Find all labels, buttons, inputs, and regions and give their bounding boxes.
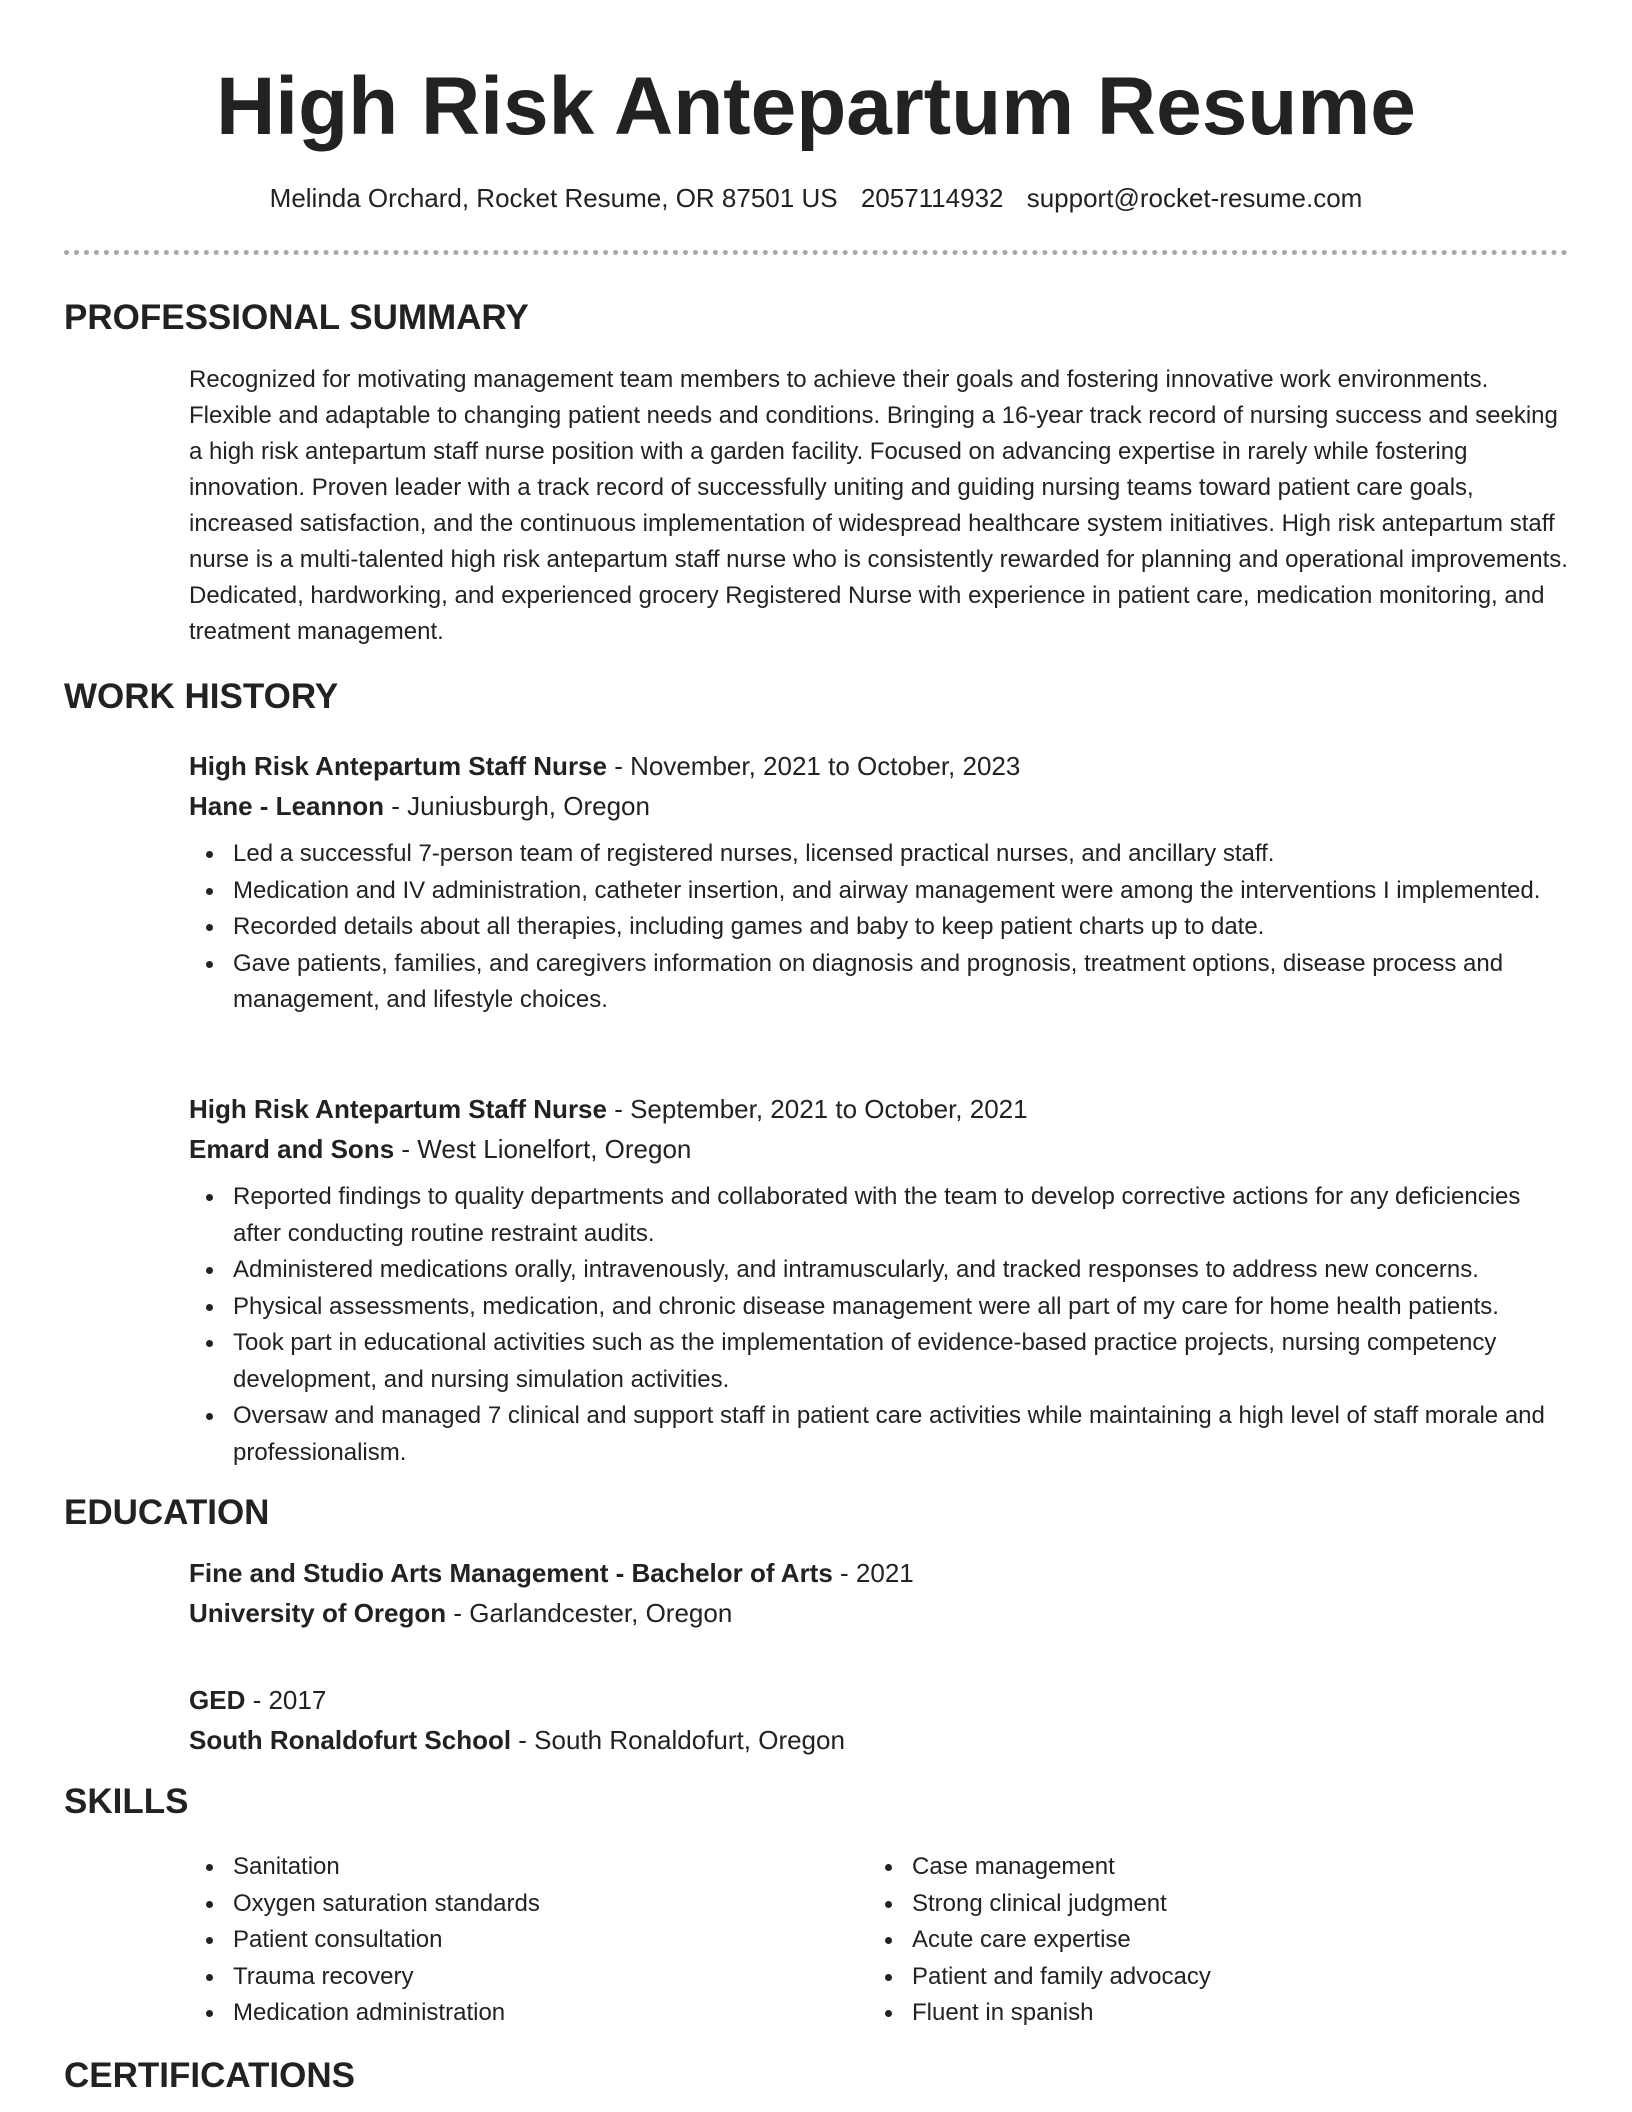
job-bullets — [189, 836, 1569, 1019]
education-entry-1 — [189, 1553, 1569, 1633]
job-entry-1 — [189, 746, 1569, 1019]
education-year: - 2017 — [245, 1685, 327, 1715]
list-item: Reported findings to quality departments and collaborated with the team to develop corrective actions for any deficiencies after conducting routine restraint audits. — [189, 1179, 1569, 1252]
education-school: South Ronaldofurt School — [189, 1725, 512, 1755]
education-school: University of Oregon — [189, 1598, 447, 1628]
list-item: Gave patients, families, and caregivers information on diagnosis and prognosis, treatment options, disease process and management, and lifestyle choices. — [189, 946, 1569, 1019]
skills-list-right — [868, 1849, 1508, 2032]
education-heading: EDUCATION — [64, 1493, 270, 1532]
job-title-line — [189, 1089, 1569, 1129]
list-item: Fluent in spanish — [868, 1995, 1508, 2032]
list-item: Case management — [868, 1849, 1508, 1886]
list-item: Administered medications orally, intravenously, and intramuscularly, and tracked responses to address new concerns. — [189, 1252, 1569, 1289]
job-company-line — [189, 1129, 1569, 1169]
skills-heading: SKILLS — [64, 1782, 189, 1821]
list-item: Took part in educational activities such as the implementation of evidence-based practice projects, nursing competency development, and nursing simulation activities. — [189, 1325, 1569, 1398]
education-school-line — [189, 1593, 1569, 1633]
list-item: Oxygen saturation standards — [189, 1886, 829, 1923]
certifications-heading: CERTIFICATIONS — [64, 2056, 356, 2095]
education-location: - South Ronaldofurt, Oregon — [511, 1725, 845, 1755]
contact-address: Melinda Orchard, Rocket Resume, OR 87501 US — [269, 183, 838, 213]
job-dates: - November, 2021 to October, 2023 — [606, 751, 1021, 781]
resume-title: High Risk Antepartum Resume — [216, 61, 1416, 152]
education-school-line — [189, 1720, 1569, 1760]
list-item: Led a successful 7-person team of registered nurses, licensed practical nurses, and ancillary staff. — [189, 836, 1569, 873]
list-item: Recorded details about all therapies, including games and baby to keep patient charts up to date. — [189, 909, 1569, 946]
list-item: Acute care expertise — [868, 1922, 1508, 1959]
list-item: Sanitation — [189, 1849, 829, 1886]
job-title: High Risk Antepartum Staff Nurse — [189, 751, 607, 781]
education-year: - 2021 — [832, 1558, 914, 1588]
education-degree-line — [189, 1553, 1569, 1593]
job-title: High Risk Antepartum Staff Nurse — [189, 1094, 607, 1124]
summary-heading: PROFESSIONAL SUMMARY — [64, 298, 529, 337]
list-item: Strong clinical judgment — [868, 1886, 1508, 1923]
header-divider — [64, 250, 1568, 255]
job-company: Hane - Leannon — [189, 791, 385, 821]
job-location: - West Lionelfort, Oregon — [394, 1134, 692, 1164]
contact-line — [0, 180, 1632, 216]
contact-phone: 2057114932 — [860, 183, 1004, 213]
list-item: Medication and IV administration, catheter insertion, and airway management were among the interventions I implemented. — [189, 873, 1569, 910]
list-item: Medication administration — [189, 1995, 829, 2032]
list-item: Oversaw and managed 7 clinical and support staff in patient care activities while maintaining a high level of staff morale and professionalism. — [189, 1398, 1569, 1471]
job-company-line — [189, 786, 1569, 826]
summary-text: Recognized for motivating management team members to achieve their goals and fostering innovative work environments. Flexible and adaptable to changing patient needs and conditions. Bringing a 16-year track record of nursing success and seeking a high risk antepartum staff nurse position with a garden facility. Focused on advancing expertise in rarely while fostering innovation. Proven leader with a track record of successfully uniting and guiding nursing teams toward patient care goals, increased satisfaction, and the continuous implementation of widespread healthcare system initiatives. High risk antepartum staff nurse is a multi-talented high risk antepartum staff nurse who is consistently rewarded for planning and operational improvements. Dedicated, hardworking, and experienced grocery Registered Nurse with experience in patient care, medication monitoring, and treatment management. — [189, 366, 1568, 645]
job-bullets — [189, 1179, 1569, 1471]
list-item: Patient consultation — [189, 1922, 829, 1959]
education-degree: Fine and Studio Arts Management - Bachelor of Arts — [189, 1558, 833, 1588]
education-degree-line — [189, 1680, 1569, 1720]
job-title-line — [189, 746, 1569, 786]
job-dates: - September, 2021 to October, 2021 — [606, 1094, 1028, 1124]
skills-list-left — [189, 1849, 829, 2032]
job-location: - Juniusburgh, Oregon — [384, 791, 650, 821]
education-degree: GED — [189, 1685, 246, 1715]
work-heading: WORK HISTORY — [64, 677, 339, 716]
education-location: - Garlandcester, Oregon — [446, 1598, 733, 1628]
summary-block — [189, 362, 1569, 650]
job-entry-2 — [189, 1089, 1569, 1471]
contact-email: support@rocket-resume.com — [1026, 183, 1363, 213]
list-item: Patient and family advocacy — [868, 1959, 1508, 1996]
list-item: Physical assessments, medication, and chronic disease management were all part of my care for home health patients. — [189, 1289, 1569, 1326]
education-entry-2 — [189, 1680, 1569, 1760]
job-company: Emard and Sons — [189, 1134, 395, 1164]
list-item: Trauma recovery — [189, 1959, 829, 1996]
